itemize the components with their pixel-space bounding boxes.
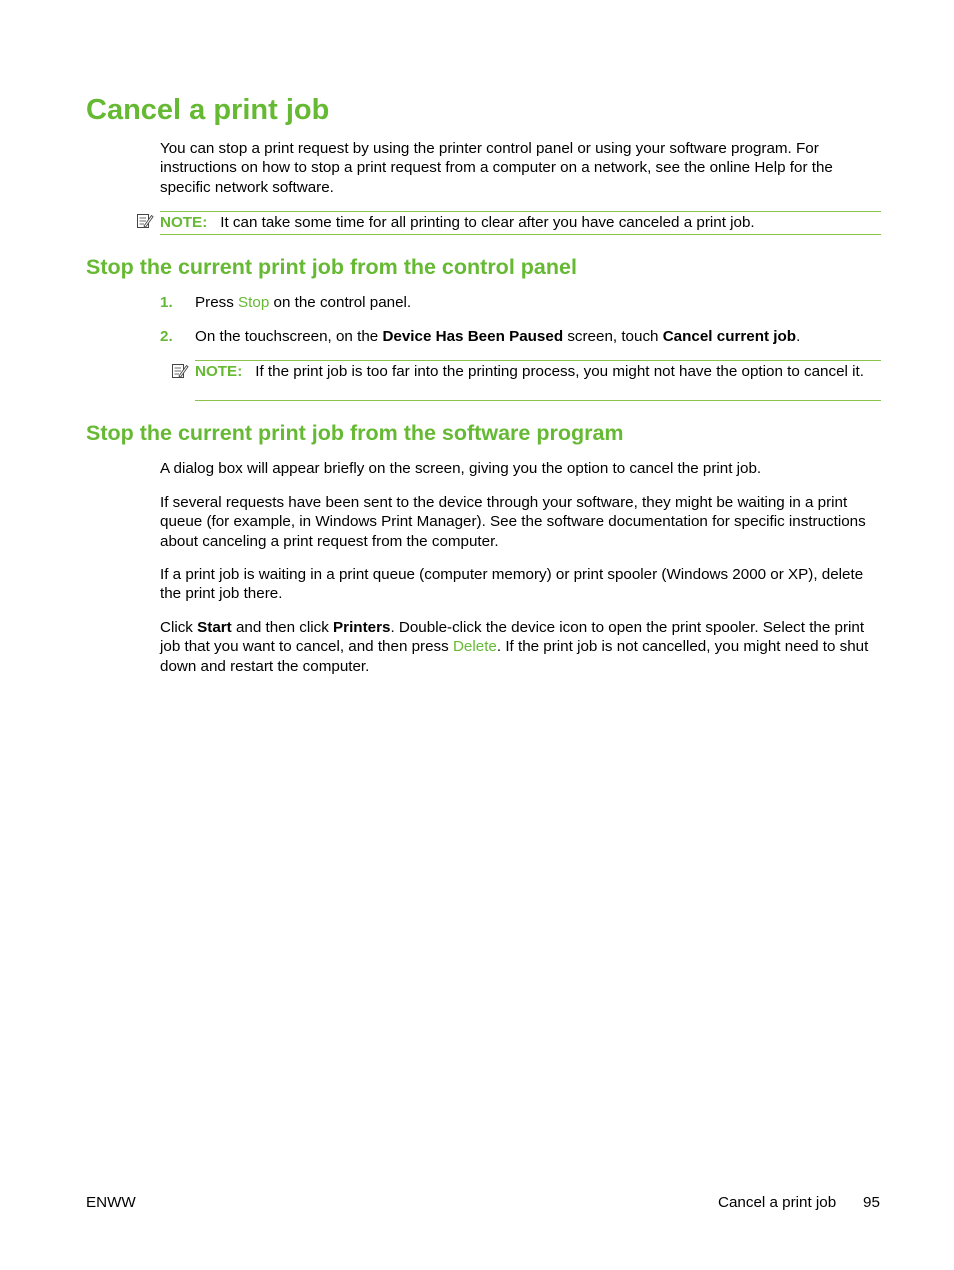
- step-number: 2.: [160, 328, 173, 345]
- section-heading-control-panel: Stop the current print job from the control panel: [86, 255, 577, 279]
- step-text: On the touchscreen, on the Device Has Been Paused screen, touch Cancel current job.: [195, 328, 801, 345]
- intro-paragraph: You can stop a print request by using the printer control panel or using your software program. For instructions on how to stop a print request from a computer on a network, see the online Help for the specific network software.: [160, 140, 833, 196]
- note-label: NOTE:: [195, 363, 243, 380]
- note-icon: [171, 362, 189, 380]
- step-text: Press Stop on the control panel.: [195, 294, 412, 311]
- page-number: 95: [863, 1194, 880, 1211]
- page-title: Cancel a print job: [86, 94, 330, 126]
- stop-link[interactable]: Stop: [238, 294, 270, 311]
- note-box: [195, 360, 881, 401]
- paragraph: If several requests have been sent to the device through your software, they might be waiting in a print queue (for example, in Windows Print Manager). See the software documentation for specific instructions about canceling a print request from the computer.: [160, 494, 866, 550]
- note-label: NOTE:: [160, 214, 208, 231]
- note-box: [160, 211, 881, 235]
- note-text: If the print job is too far into the printing process, you might not have the option to cancel it.: [255, 363, 864, 380]
- footer-section-title: Cancel a print job: [718, 1194, 837, 1211]
- step-number: 1.: [160, 294, 173, 311]
- paragraph: A dialog box will appear briefly on the screen, giving you the option to cancel the print job.: [160, 460, 762, 477]
- paragraph: Click Start and then click Printers. Double-click the device icon to open the print spooler. Select the print job that you want to cancel, and then press Delete. If the print job is not cancelled, you might need to shut down and restart the computer.: [160, 619, 869, 675]
- delete-link[interactable]: Delete: [452, 638, 497, 656]
- note-text: It can take some time for all printing to clear after you have canceled a print job.: [220, 214, 755, 231]
- note-icon: [136, 212, 154, 230]
- section-heading-software-program: Stop the current print job from the software program: [86, 421, 624, 445]
- footer-left: ENWW: [86, 1194, 136, 1211]
- paragraph: If a print job is waiting in a print queue (computer memory) or print spooler (Windows 2000 or XP), delete the print job there.: [160, 566, 864, 603]
